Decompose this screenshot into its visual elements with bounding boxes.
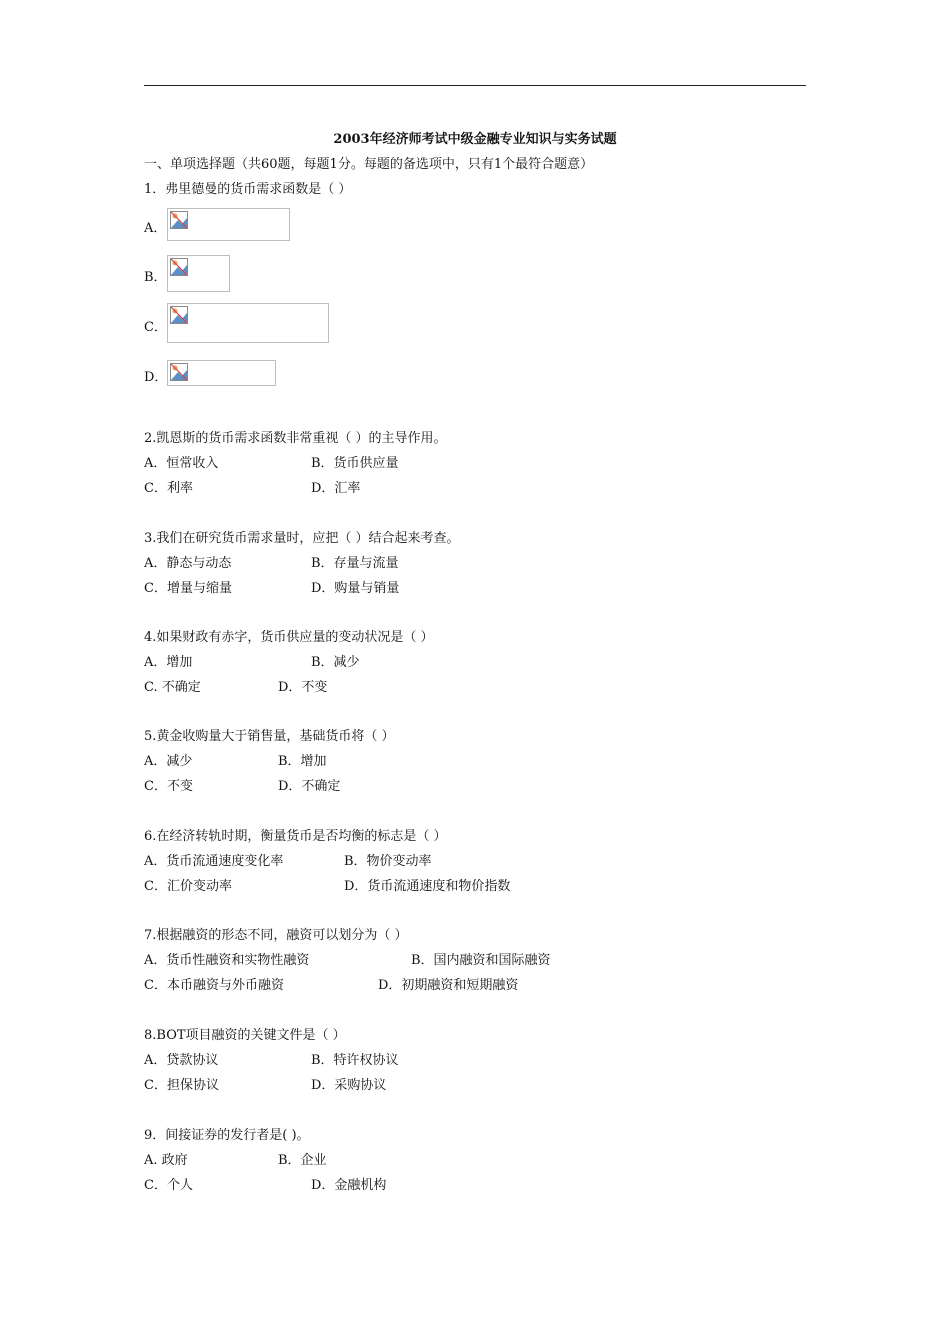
q7-option-a: A．货币性融资和实物性融资 [144, 953, 310, 968]
q1-option-a-label: A． [144, 221, 167, 236]
q2-option-d: D．汇率 [311, 481, 361, 496]
broken-image-icon [170, 306, 188, 324]
q2-option-b: B．货币供应量 [311, 456, 399, 471]
q3-option-c: C．增量与缩量 [144, 581, 232, 596]
q4-option-b: B．减少 [311, 655, 360, 670]
question-5: 5.黄金收购量大于销售量，基础货币将（ ） [144, 729, 395, 744]
q5-option-c: C．不变 [144, 779, 193, 794]
q5-option-a: A．减少 [144, 754, 193, 769]
q8-option-c: C．担保协议 [144, 1078, 219, 1093]
q6-option-a: A．货币流通速度变化率 [144, 854, 284, 869]
section-heading: 一、单项选择题（共60题，每题1分。每题的备选项中，只有1个最符合题意） [144, 157, 594, 172]
q9-option-b: B．企业 [278, 1153, 327, 1168]
question-1: 1．弗里德曼的货币需求函数是（ ） [144, 182, 352, 197]
q6-option-c: C．汇价变动率 [144, 879, 232, 894]
question-4: 4.如果财政有赤字，货币供应量的变动状况是（ ） [144, 630, 434, 645]
q8-option-b: B．特许权协议 [311, 1053, 399, 1068]
q7-option-d: D．初期融资和短期融资 [378, 978, 519, 993]
q4-option-a: A．增加 [144, 655, 193, 670]
q1-option-c-label: C． [144, 320, 167, 335]
q1-option-d-image [167, 360, 276, 386]
q9-option-c: C．个人 [144, 1178, 193, 1193]
q3-option-a: A．静态与动态 [144, 556, 232, 571]
question-9: 9．间接证券的发行者是( )。 [144, 1128, 310, 1143]
page-title: 2003年经济师考试中级金融专业知识与实务试题 [333, 132, 617, 147]
q6-option-b: B．物价变动率 [344, 854, 432, 869]
broken-image-icon [170, 258, 188, 276]
q1-option-a-image [167, 208, 290, 241]
header-rule [144, 85, 806, 86]
q5-option-b: B．增加 [278, 754, 327, 769]
q8-option-d: D．采购协议 [311, 1078, 387, 1093]
q2-option-c: C．利率 [144, 481, 193, 496]
q9-option-d: D．金融机构 [311, 1178, 387, 1193]
q1-option-b-label: B． [144, 270, 167, 285]
q2-option-a: A．恒常收入 [144, 456, 219, 471]
broken-image-icon [170, 363, 188, 381]
q1-option-d-label: D． [144, 370, 168, 385]
question-3: 3.我们在研究货币需求量时，应把（ ）结合起来考查。 [144, 531, 460, 546]
q7-option-c: C．本币融资与外币融资 [144, 978, 284, 993]
question-7: 7.根据融资的形态不同，融资可以划分为（ ） [144, 928, 408, 943]
question-2: 2.凯恩斯的货币需求函数非常重视（ ）的主导作用。 [144, 431, 447, 446]
q1-option-b-image [167, 255, 230, 292]
q1-option-c-image [167, 303, 329, 343]
q3-option-d: D．购量与销量 [311, 581, 400, 596]
broken-image-icon [170, 211, 188, 229]
question-6: 6.在经济转轨时期，衡量货币是否均衡的标志是（ ） [144, 829, 447, 844]
q5-option-d: D．不确定 [278, 779, 341, 794]
q4-option-d: D．不变 [278, 680, 328, 695]
q7-option-b: B．国内融资和国际融资 [411, 953, 551, 968]
q3-option-b: B．存量与流量 [311, 556, 399, 571]
q6-option-d: D．货币流通速度和物价指数 [344, 879, 511, 894]
q8-option-a: A．贷款协议 [144, 1053, 219, 1068]
q9-option-a: A. 政府 [144, 1153, 188, 1168]
question-8: 8.BOT项目融资的关键文件是（ ） [144, 1028, 346, 1043]
q4-option-c: C. 不确定 [144, 680, 201, 695]
